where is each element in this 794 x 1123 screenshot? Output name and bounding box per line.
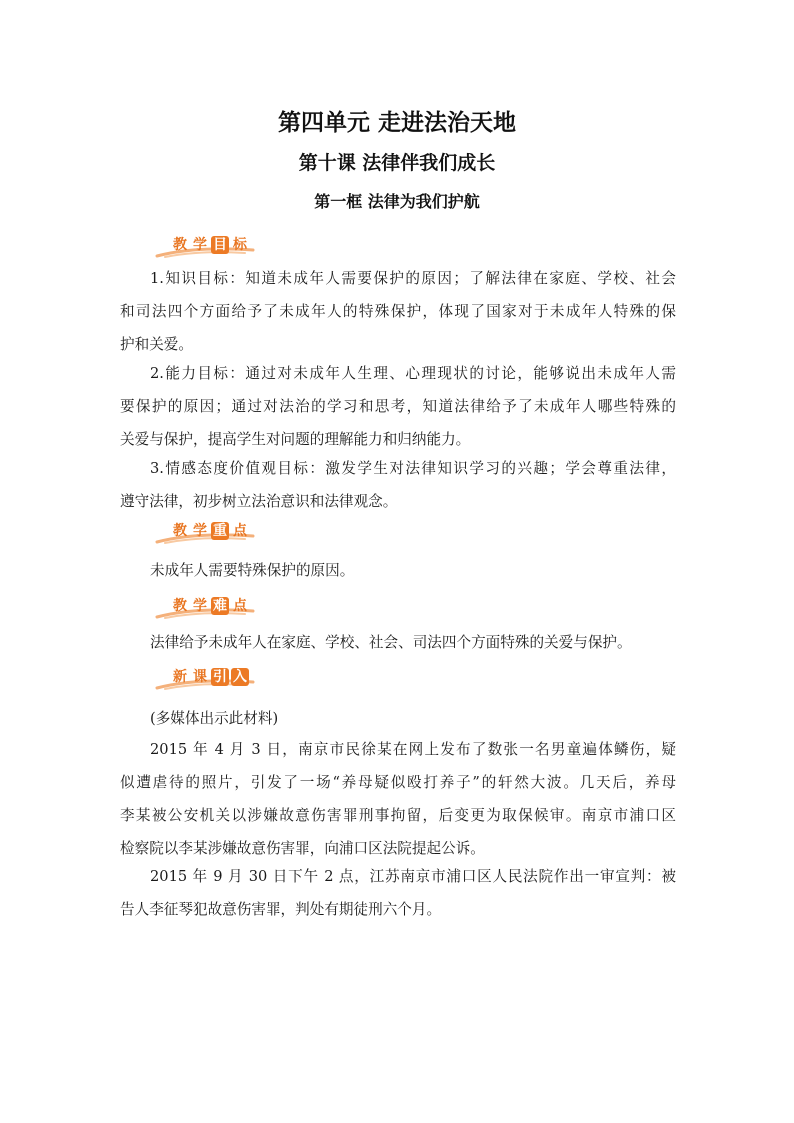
text-line: 2.能力目标：通过对未成年人生理、心理现状的讨论，能够说出未成年人需 — [150, 365, 676, 382]
introduction-paragraph — [120, 860, 676, 926]
text-line: 法律给予未成年人在家庭、学校、社会、司法四个方面特殊的关爱与保护。 — [150, 634, 632, 651]
key-points-text — [120, 554, 676, 587]
badge-char: 引 — [213, 669, 227, 685]
frame-title: 第一框 法律为我们护航 — [314, 192, 480, 211]
badge-char: 新 — [173, 669, 187, 685]
badge-char: 难 — [213, 598, 227, 614]
badge-char: 学 — [193, 523, 207, 539]
introduction-paragraph — [120, 733, 676, 865]
badge-char: 点 — [233, 598, 247, 614]
text-line: 遵守法律，初步树立法治意识和法律观念。 — [120, 493, 398, 510]
lesson-title: 第十课 法律伴我们成长 — [298, 152, 496, 174]
badge-char: 学 — [193, 237, 207, 253]
badge-char: 教 — [173, 598, 187, 614]
unit-title: 第四单元 走进法治天地 — [277, 110, 516, 136]
badge-char: 入 — [233, 669, 247, 685]
text-line: 未成年人需要特殊保护的原因。 — [150, 562, 355, 579]
text-line: 2015 年 9 月 30 日下午 2 点，江苏南京市浦口区人民法院作出一审宣判：被 — [150, 868, 676, 885]
badge-char: 点 — [233, 523, 247, 539]
objective-attitude — [120, 452, 676, 518]
text-line: 告人李征琴犯故意伤害罪，判处有期徒刑六个月。 — [120, 901, 442, 918]
text-line: 和司法四个方面给予了未成年人的特殊保护，体现了国家对于未成年人特殊的保 — [120, 303, 676, 320]
text-line: 关爱与保护，提高学生对问题的理解能力和归纳能力。 — [120, 431, 471, 448]
difficulties-text — [120, 626, 676, 659]
text-line: 2015 年 4 月 3 日，南京市民徐某在网上发布了数张一名男童遍体鳞伤，疑 — [150, 741, 676, 758]
difficulties-badge — [155, 593, 251, 619]
text-line: (多媒体出示此材料) — [150, 710, 279, 727]
key-points-badge — [155, 518, 251, 544]
badge-char: 标 — [233, 237, 247, 253]
text-line: 要保护的原因；通过对法治的学习和思考，知道法律给予了未成年人哪些特殊的 — [120, 398, 676, 415]
badge-char: 教 — [173, 237, 187, 253]
objective-knowledge — [120, 262, 676, 361]
text-line: 似遭虐待的照片，引发了一场“养母疑似殴打养子”的轩然大波。几天后，养母 — [120, 774, 676, 791]
text-line: 李某被公安机关以涉嫌故意伤害罪刑事拘留，后变更为取保候审。南京市浦口区 — [120, 807, 676, 824]
introduction-badge — [155, 664, 251, 690]
introduction-note — [120, 702, 676, 735]
badge-char: 课 — [193, 669, 207, 685]
badge-char: 教 — [173, 523, 187, 539]
badge-char: 重 — [213, 523, 227, 539]
text-line: 1.知识目标：知道未成年人需要保护的原因；了解法律在家庭、学校、社会 — [150, 270, 676, 287]
text-line: 护和关爱。 — [120, 336, 193, 353]
objective-ability — [120, 357, 676, 456]
text-line: 检察院以李某涉嫌故意伤害罪，向浦口区法院提起公诉。 — [120, 840, 485, 857]
badge-char: 目 — [213, 237, 227, 253]
text-line: 3.情感态度价值观目标：激发学生对法律知识学习的兴趣；学会尊重法律， — [150, 460, 676, 477]
badge-char: 学 — [193, 598, 207, 614]
objectives-badge — [155, 232, 251, 258]
